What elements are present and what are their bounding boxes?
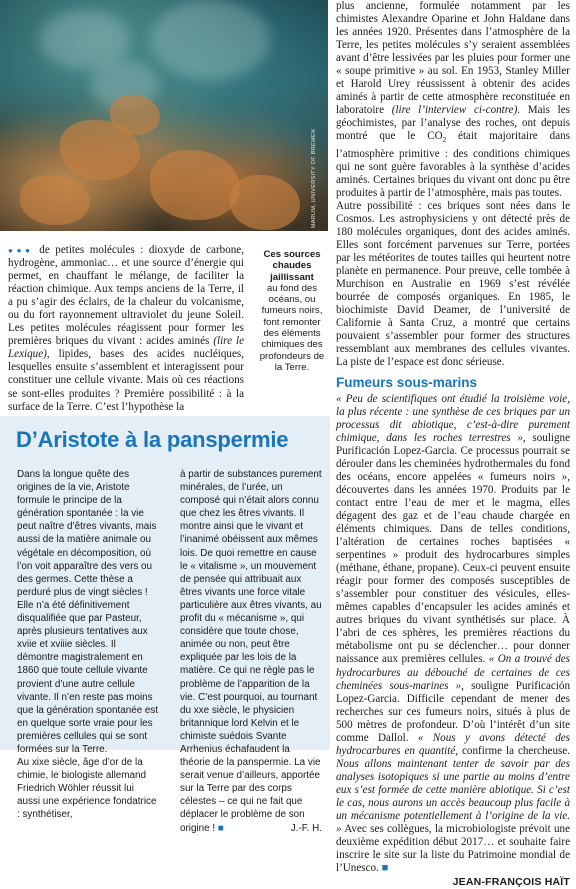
p3-text-a: , souligne Purificación Lopez-Garcia. Ce processus pourrait se dérouler dans les cheminées hydrothermales du fond des océans, encore appelées « fumeurs noirs », découvertes dans les années 1970. Produits par le contact entre l’eau de mer et le magma, elles dégagent des gaz et de l’eau chaude chargée en éléments chimiques. Dans de telles conditions, l’altération de certaines roches baptisées « serpentines » produit des hydrocarbures simples (méthane, éthane, propane). Ceux-ci peuvent ensuite réagir pour former des composés susceptibles de s’assembler pour constituer des vésicules, elles-mêmes capables d’encapsuler les acides aminés et autres briques du vivant synthétisés sur place. À l’abri de ces sphères, les premières réactions du métabolisme ont pu se déclencher… pour donner naissance aux premières cellules. [336, 431, 571, 666]
sidebar-box [0, 416, 330, 834]
p1-text-b: . Mais les géochimistes, par l’analyse des roches, ont depuis montré que le CO [336, 104, 570, 143]
left-text-1: de petites molécules : dioxyde de carbone, hydrogène, ammoniac… et une source d’énergie qui permet, en chauffant le mélange, de faciliter la réaction chimique. Aux temps anciens de la Terre, il a pu s’agir des éclairs, de la chaleur du volcanisme, ou du fort rayonnement ultraviolet du jeune Soleil. Les petites molécules réagissent pour former les premières briques du vivant : acides aminés [8, 244, 244, 348]
photo-caption [258, 249, 326, 373]
p3-quote-4: Nous allons maintenant tenter de savoir par des analyses isotopiques si une partie au moins d’entre eux s’est formée de cette manière abiotique. Si c’est le cas, nous aurons un accès beaucoup plus facile à un mécanisme potentiellement à l’origine de la vie. » [336, 757, 570, 836]
caption-body: au fond des océans, ou fumeurs noirs, font remonter des éléments chimiques des profondeurs de la Terre. [259, 282, 325, 373]
p3-text-c: , confirme la chercheuse. [455, 744, 570, 757]
end-square: ■ [381, 862, 389, 875]
p1-text-c: était majoritaire dans l’atmosphère primitive : des conditions chimiques qui ne sont guère favorables à la synthèse d’acides aminés. Certaines briques du vivant ont donc pu être produites à partir de l’atmosphère, mais pas toutes. [336, 130, 570, 199]
article-left-column [8, 244, 244, 414]
p3-quote-2: « On a trouvé des hydrocarbures au débouché de certaines de ces cheminées sous-marines » [336, 653, 571, 692]
box-signature: J.-F. H. [290, 822, 322, 834]
right-paragraph-1 [336, 0, 570, 200]
p3-text-b: , souligne Purificación Lopez-Garcia. Difficile cependant de mener des recherches sur ces fumeurs noirs, situés à plus de 500 mètres de profondeur. D’où l’intérêt d’un site comme Dallol. [336, 679, 570, 744]
hydrothermal-vent-photo [0, 0, 328, 231]
left-text-2: , lipides, bases des acides nucléiques, lesquelles ensuite s’assemblent et interagissent pour constituer une cellule vivante. Mais où ces réactions se sont-elles produites ? Première possibilité : à la surface de la Terre. C’est l’hypothèse la [8, 348, 244, 413]
box-col1-text-b: Au xixe siècle, âge d’or de la chimie, le biologiste allemand Friedrich Wöhler réussit lui aussi une expérience fondatrice : synthétiser, [17, 757, 157, 821]
p1-italic: (lire l’interview ci-contre) [391, 104, 518, 117]
right-paragraph-2: Autre possibilité : ces briques sont nées dans le Cosmos. Les astrophysiciens y ont détecté près de 180 molécules organiques, dont des acides aminés. Elles sont forcément parvenues sur Terre, portées par les météorites de toutes tailles qui heurtent notre planète en permanence. Pour preuve, celle tombée à Murchison en Australie en 1969 s’est révélée bourrée de composés organiques. En 1985, le biochimiste David Deamer, de l’université de Californie à Santa Cruz, a montré que certains pouvaient s’assembler pour former des structures ressemblant aux membranes des cellules vivantes. La piste de l’espace est donc sérieuse. [336, 199, 570, 369]
box-title: D’Aristote à la panspermie [16, 427, 289, 452]
section-title: Fumeurs sous-marins [336, 374, 478, 390]
p1-subscript: 2 [442, 136, 447, 145]
photo-credit: MARUM, UNIVERSITY OF BREMEN [311, 128, 317, 228]
p3-text-d: Avec ses collègues, la microbiologiste prévoit une deuxième expédition début 2017… et souhaite faire inscrire le site sur la liste du Patrimoine mondial de l’Unesco. [336, 823, 570, 875]
continuation-bullets: ●●● [8, 246, 34, 255]
box-column-2 [180, 468, 322, 835]
box-col1-text: Dans la longue quête des origines de la vie, Aristote formule le principe de la génération spontanée : la vie peut naître d’êtres vivants, mais aussi de la matière animale ou végétale en décomposition, où l’on voit apparaître des vers ou des germes. Cette thèse a perduré plus de vingt siècles ! Elle n’a été définitivement disqualifiée que par Pasteur, après plusieurs tentatives aux xviie et xviiie siècles. Il démontre magistralement en 1860 que toute cellule vivante provient d’une autre cellule vivante. Il n’en reste pas moins que la génération spontanée est en quelque sorte vraie pour les premières cellules qui se sont formées sur la Terre. [17, 469, 159, 755]
author-name: JEAN-FRANÇOIS HAÏT [452, 876, 570, 889]
p3-quote-3: « Nous y avons détecté des hydrocarbures en quantité [336, 731, 571, 757]
p1-text-a: plus ancienne, formulée notamment par les chimistes Alexandre Oparine et John Haldane dans les années 1920. Présentes dans l’atmosphère de la Terre, les petites molécules s’y seraient assemblées avant d’être lessivées par les pluies pour former une « soupe primitive » au sol. En 1953, Stanley Miller et Harold Urey réussissent à obtenir des acides aminés à partir de cette atmosphère reconstituée en laboratoire [336, 0, 570, 117]
box-column-1 [17, 468, 159, 822]
box-end-square: ■ [217, 822, 224, 834]
box-col2-text: à partir de substances purement minérales, de l’urée, un composé qui n’était alors connu que chez les êtres vivants. Il montre ainsi que le vivant et l’inanimé obéissent aux mêmes lois. De quoi remettre en cause le « vitalisme », un mouvement de pensée qui attribuait aux êtres vivants une force vitale particulière aux êtres vivants, au profit du « mécanisme », qui considère que toute chose, animée ou non, peut être expliquée par les lois de la matière. Ce qui ne règle pas le problème de l’apparition de la vie. C’est pourquoi, au tournant du xxe siècle, le physicien britannique lord Kelvin et le chimiste suédois Svante Arrhenius échafaudent la théorie de la panspermie. La vie serait venue d’ailleurs, apportée sur la Terre par des corps célestes – ce qui ne fait que déplacer le problème de son origine ! [180, 469, 322, 834]
p3-quote-1: « Peu de scientifiques ont étudié la troisième voie, la plus récente : une synthèse de ces briques par un processus dit abiotique, c’est-à-dire purement chimique, dans les roches terrestres » [336, 392, 570, 444]
right-paragraph-3 [336, 393, 570, 876]
article-right-column [336, 0, 570, 889]
caption-title: Ces sources chaudes jaillissant [263, 249, 321, 283]
left-text-italic: (lire le Lexique) [8, 335, 245, 361]
